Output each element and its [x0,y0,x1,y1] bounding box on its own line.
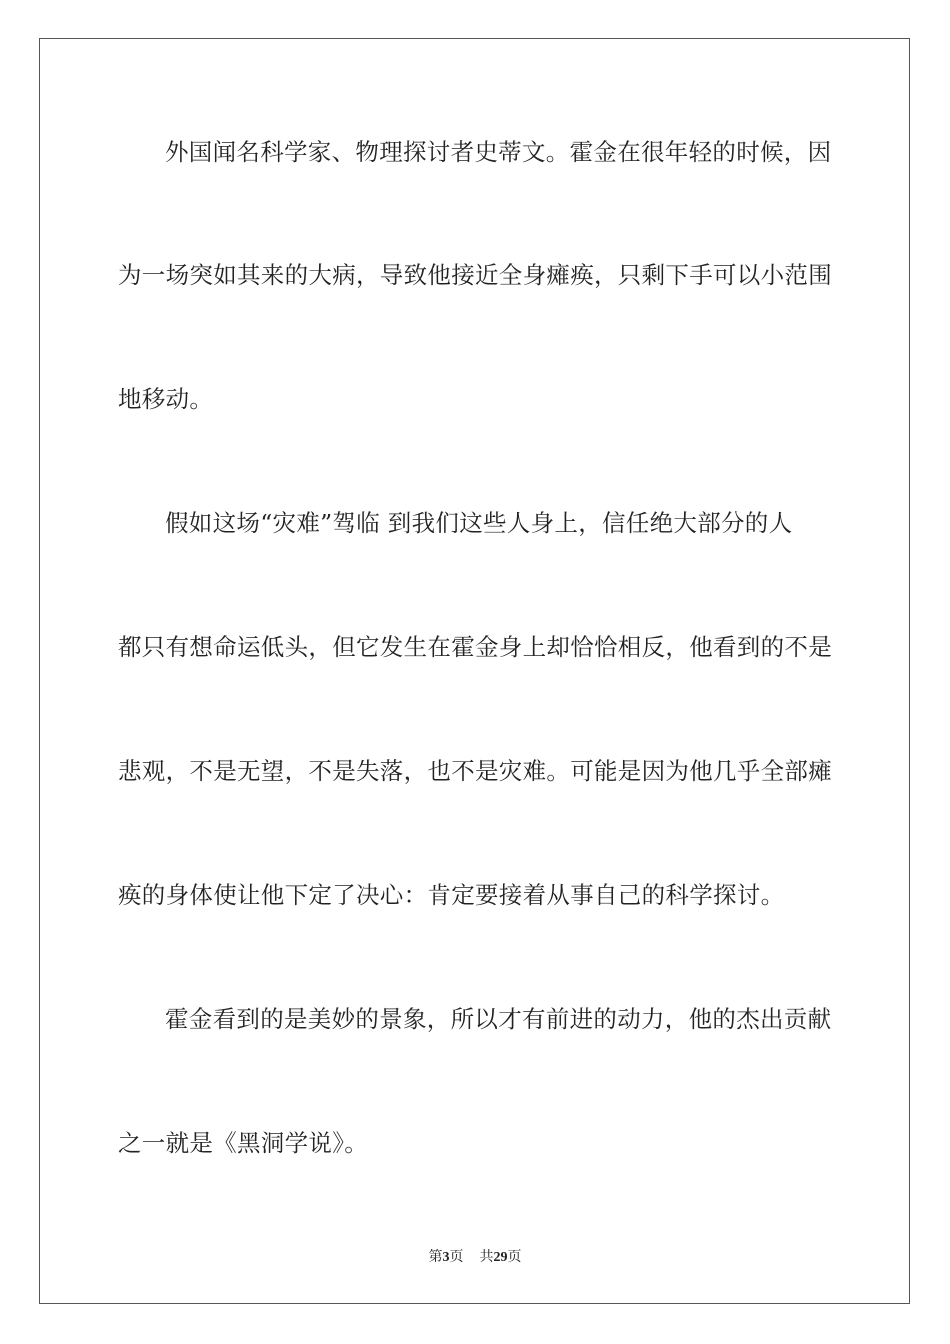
page-border [39,38,910,1304]
paragraph-1-line-3: 地移动。 [118,385,214,413]
paragraph-2-line-4: 痪的身体使让他下定了决心：肯定要接着从事自己的科学探讨。 [118,881,785,909]
page-footer [0,1248,950,1267]
paragraph-1-line-1: 外国闻名科学家、物理探讨者史蒂文。霍金在很年轻的时候，因 [165,138,832,166]
total-pages: 29 [493,1250,508,1265]
paragraph-3-line-1: 霍金看到的是美妙的景象，所以才有前进的动力，他的杰出贡献 [165,1005,832,1033]
paragraph-3-line-2: 之一就是《黑洞学说》。 [118,1129,369,1157]
page-prefix: 第 [428,1249,443,1265]
paragraph-2-line-3: 悲观，不是无望，不是失落，也不是灾难。可能是因为他几乎全部瘫 [118,757,832,785]
paragraph-1-line-2: 为一场突如其来的大病，导致他接近全身瘫痪，只剩下手可以小范围 [118,261,832,289]
total-suffix: 页 [507,1249,522,1265]
paragraph-2-line-1: 假如这场“灾难”驾临 到我们这些人身上，信任绝大部分的人 [165,509,793,537]
page-number: 3 [442,1250,450,1265]
total-prefix: 共 [479,1249,494,1265]
page-suffix: 页 [449,1249,464,1265]
paragraph-2-line-2: 都只有想命运低头，但它发生在霍金身上却恰恰相反，他看到的不是 [118,633,832,661]
